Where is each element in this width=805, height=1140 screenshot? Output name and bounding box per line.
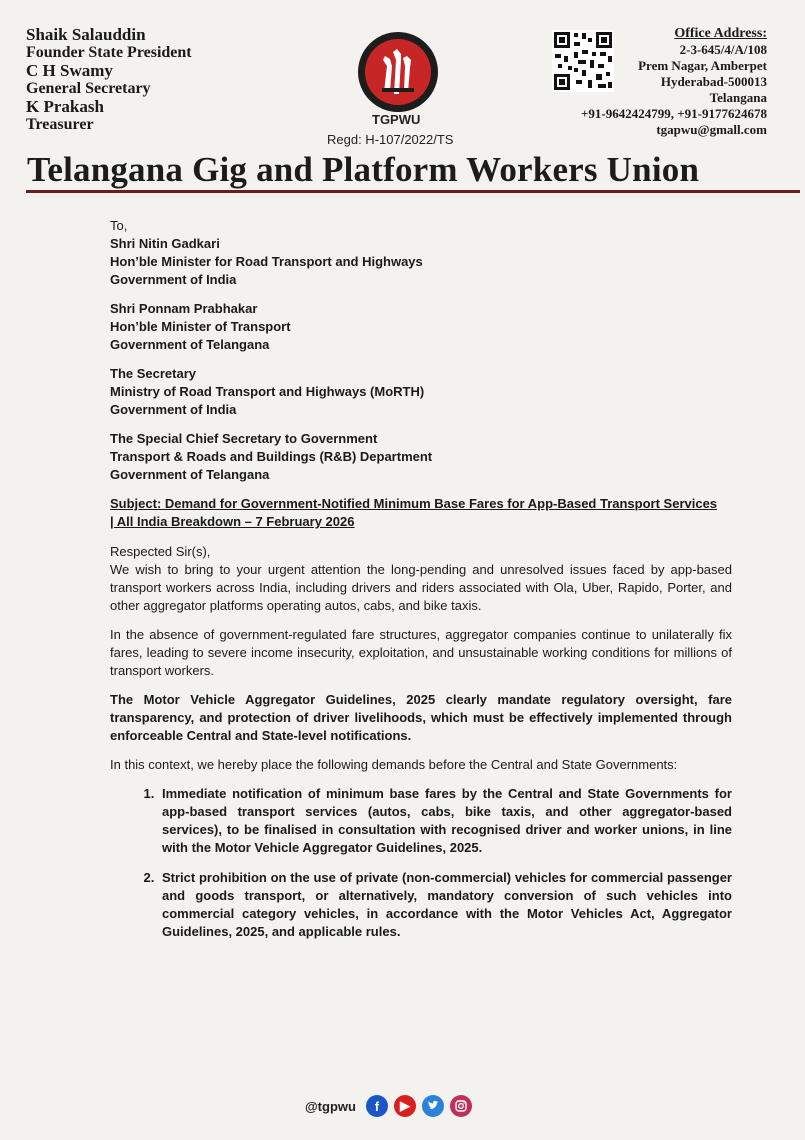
official-role: General Secretary <box>26 80 151 97</box>
twitter-icon[interactable] <box>422 1095 444 1117</box>
address-line: Hyderabad-500013 <box>660 74 767 89</box>
header-divider <box>26 190 800 193</box>
demand-item: 1. Immediate notification of minimum base fares by the Central and State Governments for app-based transport services (autos, cabs, bike taxis, and other aggregator-based services), to be finalised in consultation with recognised driver and worker unions, in line with the Motor Vehicle Aggregator Guidelines, 2025. <box>158 785 732 857</box>
phone-numbers: +91-9642424799, +91-9177624678 <box>581 106 767 121</box>
subject-line: Subject: Demand for Government-Notified Minimum Base Fares for App-Based Transport Services <box>110 496 718 511</box>
union-logo-icon <box>356 30 440 114</box>
paragraph: The Motor Vehicle Aggregator Guidelines, 2025 clearly mandate regulatory oversight, fare transparency, and protection of driver livelihoods, which must be effectively implemented through enforceable Central and State-level notifications. <box>110 692 732 743</box>
subject <box>110 495 732 531</box>
recipient-name: Shri Nitin Gadkari <box>110 236 220 251</box>
office-bearers <box>26 26 192 134</box>
recipient-title: Hon’ble Minister for Road Transport and Highways <box>110 254 423 269</box>
address-line: Prem Nagar, Amberpet <box>638 58 767 73</box>
address-line: 2-3-645/4/A/108 <box>679 42 767 57</box>
official-name: K Prakash <box>26 97 104 116</box>
recipient-name: Shri Ponnam Prabhakar <box>110 301 258 316</box>
instagram-icon[interactable] <box>450 1095 472 1117</box>
salutation: Respected Sir(s), <box>110 544 211 559</box>
recipient-block <box>110 235 732 289</box>
recipient-title: Transport & Roads and Buildings (R&B) Department <box>110 449 433 464</box>
official-role: Treasurer <box>26 116 94 133</box>
paragraph: In this context, we hereby place the following demands before the Central and State Governments: <box>110 757 678 772</box>
recipient-government: Government of India <box>110 402 237 417</box>
recipient-title: Hon’ble Minister of Transport <box>110 319 291 334</box>
registration-number: Regd: H-107/2022/TS <box>327 132 454 147</box>
recipient-block <box>110 430 732 484</box>
office-address <box>527 26 767 138</box>
recipient-government: Government of India <box>110 272 237 287</box>
youtube-icon[interactable]: ▶ <box>394 1095 416 1117</box>
address-line: Telangana <box>709 90 767 105</box>
address-label: Office Address: <box>674 26 767 41</box>
logo-caption: TGPWU <box>372 112 421 127</box>
demand-item: 2. Strict prohibition on the use of private (non-commercial) vehicles for commercial passenger and goods transport, or alternatively, mandatory conversion of such vehicles into commercial category vehicles, in accordance with the Motor Vehicles Act, Aggregator Guidelines, 2025, and applicable rules. <box>158 869 732 941</box>
recipient-name: The Special Chief Secretary to Government <box>110 431 378 446</box>
official-name: C H Swamy <box>26 61 113 80</box>
facebook-icon[interactable]: f <box>366 1095 388 1117</box>
to-line: To, <box>110 218 128 233</box>
demands-list <box>110 785 732 941</box>
recipient-government: Government of Telangana <box>110 337 270 352</box>
recipient-block <box>110 365 732 419</box>
letter-body <box>110 217 732 953</box>
recipient-government: Government of Telangana <box>110 467 270 482</box>
paragraph: We wish to bring to your urgent attention the long-pending and unresolved issues faced by app-based transport workers across India, including drivers and riders associated with Ola, Uber, Rapido, Porter, and other aggregator platforms operating autos, cabs, and bike taxis. <box>110 562 732 613</box>
paragraph: In the absence of government-regulated fare structures, aggregator companies continue to unilaterally fix fares, leading to severe income insecurity, exploitation, and unsustainable working conditions for millions of transport workers. <box>110 627 732 678</box>
organization-title: Telangana Gig and Platform Workers Union <box>27 150 700 189</box>
social-footer <box>305 1095 472 1117</box>
official-name: Shaik Salauddin <box>26 25 146 44</box>
recipient-name: The Secretary <box>110 366 196 381</box>
subject-line: | All India Breakdown – 7 February 2026 <box>110 514 355 529</box>
recipient-title: Ministry of Road Transport and Highways (MoRTH) <box>110 384 425 399</box>
official-role: Founder State President <box>26 44 192 61</box>
email-address: tgapwu@gmall.com <box>656 122 767 137</box>
social-handle: @tgpwu <box>305 1098 356 1114</box>
recipient-block <box>110 300 732 354</box>
